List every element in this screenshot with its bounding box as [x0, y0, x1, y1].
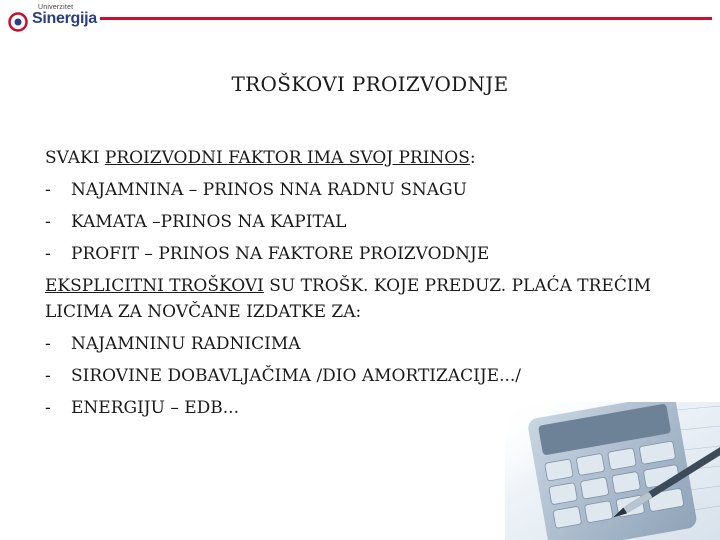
- logo-main-text: Sinergija: [32, 10, 97, 27]
- intro-colon: :: [469, 148, 476, 168]
- list-item: [45, 206, 685, 238]
- university-logo: [8, 4, 97, 34]
- list-item-text: KAMATA –PRINOS NA KAPITAL: [71, 212, 347, 232]
- list-item-text: ENERGIJU – EDB...: [71, 398, 239, 418]
- bullet-dash: -: [45, 398, 51, 418]
- list-item: [45, 174, 685, 206]
- list-item-text: PROFIT – PRINOS NA FAKTORE PROIZVODNJE: [71, 244, 490, 264]
- explicit-costs-text: SU TROŠK. KOJE PREDUZ. PLAĆA TREĆIM LICIMA ZA NOVČANE IZDATKE ZA:: [45, 276, 651, 322]
- bullet-dash: -: [45, 366, 51, 386]
- explicit-costs-term: EKSPLICITNI TROŠKOVI: [45, 276, 264, 296]
- bullet-dash: -: [45, 212, 51, 232]
- slide-header: [0, 0, 720, 40]
- list-item: [45, 238, 685, 270]
- intro-line: [45, 142, 685, 174]
- list-item-text: NAJAMNINU RADNICIMA: [71, 334, 301, 354]
- intro-underlined: PROIZVODNI FAKTOR IMA SVOJ PRINOS: [104, 148, 470, 168]
- list-item-text: NAJAMNINA – PRINOS NNA RADNU SNAGU: [71, 180, 467, 200]
- list-item: [45, 360, 685, 392]
- header-divider: [100, 17, 712, 20]
- bullet-dash: -: [45, 334, 51, 354]
- bullet-dash: -: [45, 244, 51, 264]
- bullet-dash: -: [45, 180, 51, 200]
- list-item-text: SIROVINE DOBAVLJAČIMA /DIO AMORTIZACIJE.../: [71, 366, 522, 386]
- slide-title: TROŠKOVI PROIZVODNJE: [231, 72, 509, 96]
- slide-body: [45, 142, 685, 424]
- logo-small-text: Univerzitet: [38, 4, 74, 11]
- logo-mark-icon: [8, 12, 28, 32]
- list-item: [45, 328, 685, 360]
- calculator-illustration: [505, 402, 720, 540]
- explicit-costs-paragraph: [45, 270, 685, 328]
- intro-prefix: SVAKI: [45, 148, 105, 168]
